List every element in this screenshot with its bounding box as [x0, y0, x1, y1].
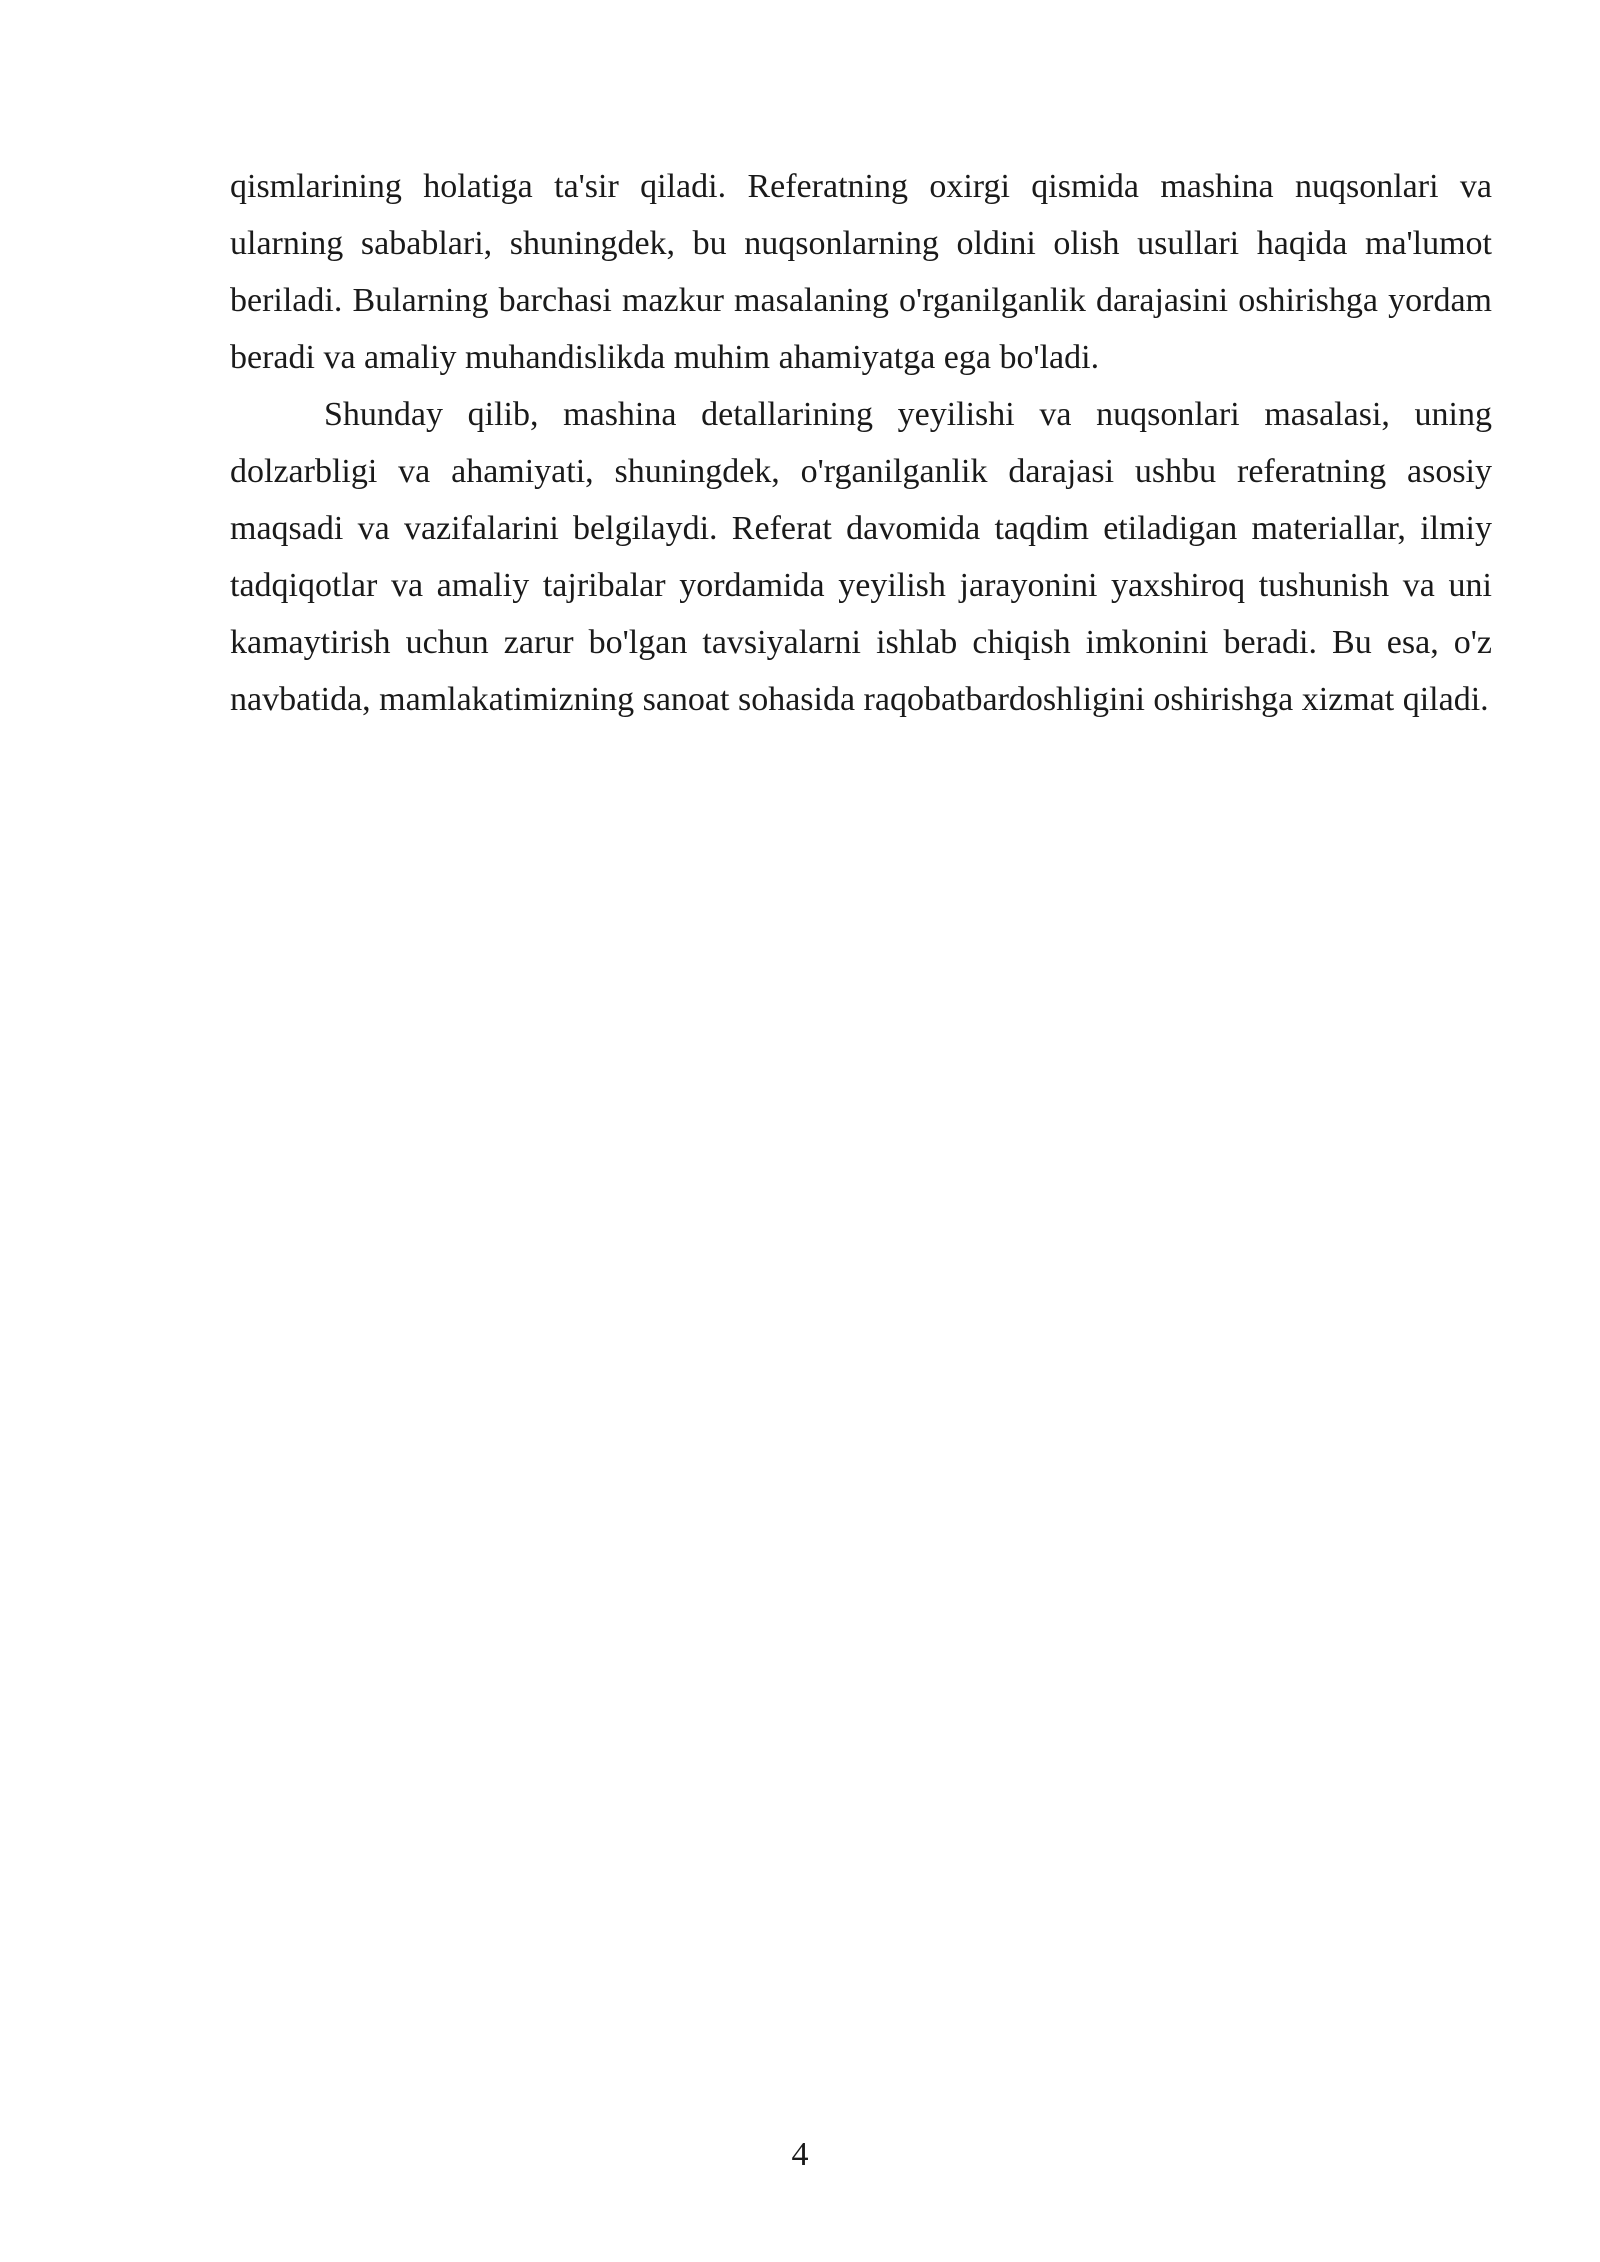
page-number: 4	[791, 2136, 809, 2173]
paragraph-continuation: qismlarining holatiga ta'sir qiladi. Referatning oxirgi qismida mashina nuqsonlari va ularning sabablari, shuningdek, bu nuqsonlarning oldini olish usullari haqida ma'lumot beriladi. Bularning barchasi mazkur masalaning o'rganilganlik darajasini oshirishga yordam beradi va amaliy muhandislikda muhim ahamiyatga ega bo'ladi.	[230, 168, 1492, 376]
paragraph-conclusion: Shunday qilib, mashina detallarining yeyilishi va nuqsonlari masalasi, uning dolzarbligi va ahamiyati, shuningdek, o'rganilganlik darajasi ushbu referatning asosiy maqsadi va vazifalarini belgilaydi. Referat davomida taqdim etiladigan materiallar, ilmiy tadqiqotlar va amaliy tajribalar yordamida yeyilish jarayonini yaxshiroq tushunish va uni kamaytirish uchun zarur bo'lgan tavsiyalarni ishlab chiqish imkonini beradi. Bu esa, o'z navbatida, mamlakatimizning sanoat sohasida raqobatbardoshligini oshirishga xizmat qiladi.	[230, 396, 1492, 718]
page-body	[230, 158, 1492, 728]
